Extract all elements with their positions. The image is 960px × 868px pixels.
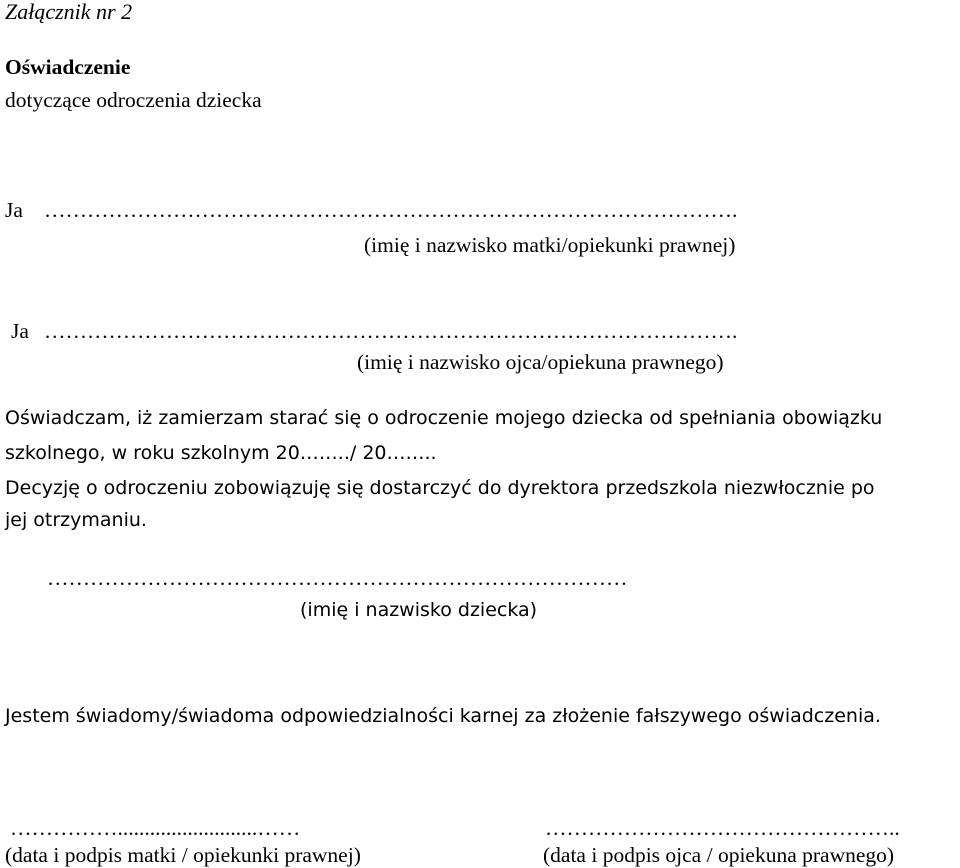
awareness-statement: Jestem świadomy/świadoma odpowiedzialności karnej za złożenie fałszywego oświadczenia. bbox=[5, 705, 881, 727]
mother-prefix: Ja bbox=[5, 198, 23, 222]
father-signature-caption: (data i podpis ojca / opiekuna prawnego) bbox=[543, 843, 895, 867]
father-name-caption: (imię i nazwisko ojca/opiekuna prawnego) bbox=[357, 350, 724, 374]
declaration-line-2: szkolnego, w roku szkolnym 20……../ 20…….. bbox=[5, 442, 437, 464]
declaration-line-1: Oświadczam, iż zamierzam starać się o odroczenie mojego dziecka od spełniania obowiązku bbox=[5, 407, 883, 429]
document-subtitle: dotyczące odroczenia dziecka bbox=[5, 88, 262, 112]
child-name-caption: (imię i nazwisko dziecka) bbox=[300, 599, 538, 621]
mother-name-field: ……………………………………………………………………………………. bbox=[44, 198, 738, 222]
mother-signature-caption: (data i podpis matki / opiekunki prawnej) bbox=[5, 843, 361, 867]
father-prefix: Ja bbox=[11, 319, 29, 343]
mother-name-caption: (imię i nazwisko matki/opiekunki prawnej) bbox=[364, 233, 736, 257]
document-title: Oświadczenie bbox=[5, 55, 131, 79]
mother-signature-field: ……………..........................…… bbox=[10, 816, 301, 840]
father-signature-field: ………………………………………….. bbox=[545, 816, 900, 840]
father-name-field: ……………………………………………………………………………………. bbox=[44, 319, 738, 343]
annex-label: Załącznik nr 2 bbox=[5, 0, 133, 24]
declaration-line-3: Decyzję o odroczeniu zobowiązuję się dostarczyć do dyrektora przedszkola niezwłocznie po bbox=[5, 477, 875, 499]
declaration-line-4: jej otrzymaniu. bbox=[5, 509, 147, 531]
child-name-field: ……………………………………………………………………… bbox=[47, 566, 628, 590]
